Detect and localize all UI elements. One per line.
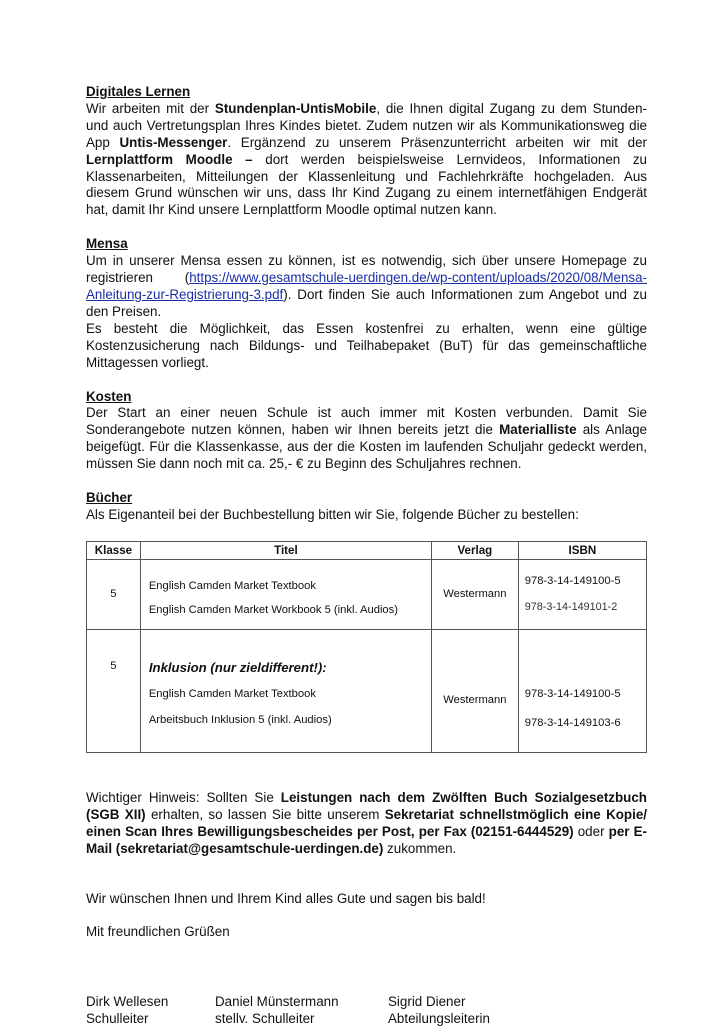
table-row — [87, 559, 647, 629]
important-notice: Wichtiger Hinweis: Sollten Sie Leistungen nach dem Zwölften Buch Sozialgesetzbuch (SGB XII) erhalten, so lassen Sie bitte unserem Sekretariat schnellstmöglich eine Kopie/ einen Scan Ihres Bewilligungsbescheides per Post, per Fax (02151-6444529) oder per E-Mail (sekretariat@gesamtschule-uerdingen.de) zukommen. — [86, 789, 648, 856]
section-mensa — [86, 236, 647, 371]
section-heading: Digitales Lernen — [86, 84, 191, 99]
signatory-name: Daniel Münstermann — [215, 994, 339, 1010]
signatory-name: Sigrid Diener — [388, 994, 466, 1010]
cell-titel — [140, 629, 431, 752]
table-header-row — [87, 541, 647, 559]
section-body: Als Eigenanteil bei der Buchbestellung bitten wir Sie, folgende Bücher zu bestellen: — [86, 506, 579, 522]
cell-klasse: 5 — [87, 559, 141, 629]
book-title: English Camden Market Textbook — [148, 687, 316, 700]
signature-block — [86, 994, 647, 1028]
column-header-klasse: Klasse — [87, 541, 141, 559]
inklusion-subheading: Inklusion (nur zieldifferent!): — [148, 659, 327, 675]
section-heading: Mensa — [86, 236, 128, 252]
table-row — [87, 629, 647, 752]
isbn: 978-3-14-149100-5 — [524, 575, 621, 588]
section-digitales-lernen — [86, 84, 647, 219]
column-header-verlag: Verlag — [431, 541, 518, 559]
greeting: Mit freundlichen Grüßen — [86, 924, 230, 940]
book-title: English Camden Market Workbook 5 (inkl. Audios) — [148, 604, 398, 617]
signatory-role: Schulleiter — [86, 1011, 149, 1027]
cell-verlag: Westermann — [431, 559, 518, 629]
section-heading: Kosten — [86, 388, 132, 404]
cell-isbn — [518, 559, 646, 629]
column-header-titel: Titel — [140, 541, 431, 559]
signature — [86, 994, 215, 1028]
signatory-role: Abteilungsleiterin — [388, 1011, 490, 1027]
signatory-role: stellv. Schulleiter — [215, 1011, 315, 1027]
isbn: 978-3-14-149100-5 — [524, 688, 621, 701]
cell-verlag: Westermann — [431, 629, 518, 752]
section-kosten — [86, 389, 647, 474]
section-body: Wir arbeiten mit der Stundenplan-UntisMobile, die Ihnen digital Zugang zu dem Stunden- und auch Vertretungsplan Ihres Kindes bietet. Zudem nutzen wir als Kommunikationsweg die App Untis-Messenger. Ergänzend zu unserem Präsenzunterricht arbeiten wir mit der Lernplattform Moodle – dort werden beispielsweise Lernvideos, Informationen zu Klassenarbeiten, Mitteilungen der Klassenleitung und Fachlehrkräfte hochgeladen. Aus diesem Grund wünschen wir uns, dass Ihr Kind Zugang zu einem internetfähigen Endgerät hat, damit Ihr Kind unsere Lernplattform Moodle optimal nutzen kann. — [86, 100, 648, 218]
mensa-registration-link[interactable]: https://www.gesamtschule-uerdingen.de/wp-content/uploads/2020/08/Mensa-Anleitung-zur-Registrierung-3.pdf — [86, 270, 647, 302]
column-header-isbn: ISBN — [518, 541, 646, 559]
letter-page — [86, 84, 647, 1028]
section-body: Um in unserer Mensa essen zu können, ist es notwendig, sich über unsere Homepage zu registrieren (https://www.gesamtschule-uerdingen.de/wp-content/uploads/2020/08/Mensa-Anleitung-zur-Registrierung-3.pdf). Dort finden Sie auch Informationen zum Angebot und zu den Preisen. — [86, 253, 647, 319]
book-title: Arbeitsbuch Inklusion 5 (inkl. Audios) — [148, 713, 332, 726]
closing-line: Wir wünschen Ihnen und Ihrem Kind alles Gute und sagen bis bald! — [86, 891, 486, 907]
cell-klasse: 5 — [87, 629, 141, 752]
signatory-name: Dirk Wellesen — [86, 994, 169, 1010]
section-heading: Bücher — [86, 490, 133, 506]
signature — [388, 994, 490, 1028]
cell-titel — [140, 559, 431, 629]
isbn: 978-3-14-149101-2 — [524, 601, 618, 614]
cell-isbn — [518, 629, 646, 752]
isbn: 978-3-14-149103-6 — [524, 717, 621, 730]
book-title: English Camden Market Textbook — [148, 580, 316, 593]
section-body-2: Es besteht die Möglichkeit, das Essen kostenfrei zu erhalten, wenn eine gültige Kostenzusicherung nach Bildungs- und Teilhabepaket (BuT) für das gemeinschaftliche Mittagessen vorliegt. — [86, 320, 647, 370]
section-buecher — [86, 490, 647, 524]
signature — [215, 994, 388, 1028]
book-table — [86, 541, 647, 753]
section-body: Der Start an einer neuen Schule ist auch immer mit Kosten verbunden. Damit Sie Sonderangebote nutzen können, haben wir Ihnen bereits jetzt die Materialliste als Anlage beigefügt. Für die Klassenkasse, aus der die Kosten im laufenden Schuljahr gedeckt werden, müssen Sie dann noch mit ca. 25,- € zu Beginn des Schuljahres rechnen. — [86, 405, 647, 472]
